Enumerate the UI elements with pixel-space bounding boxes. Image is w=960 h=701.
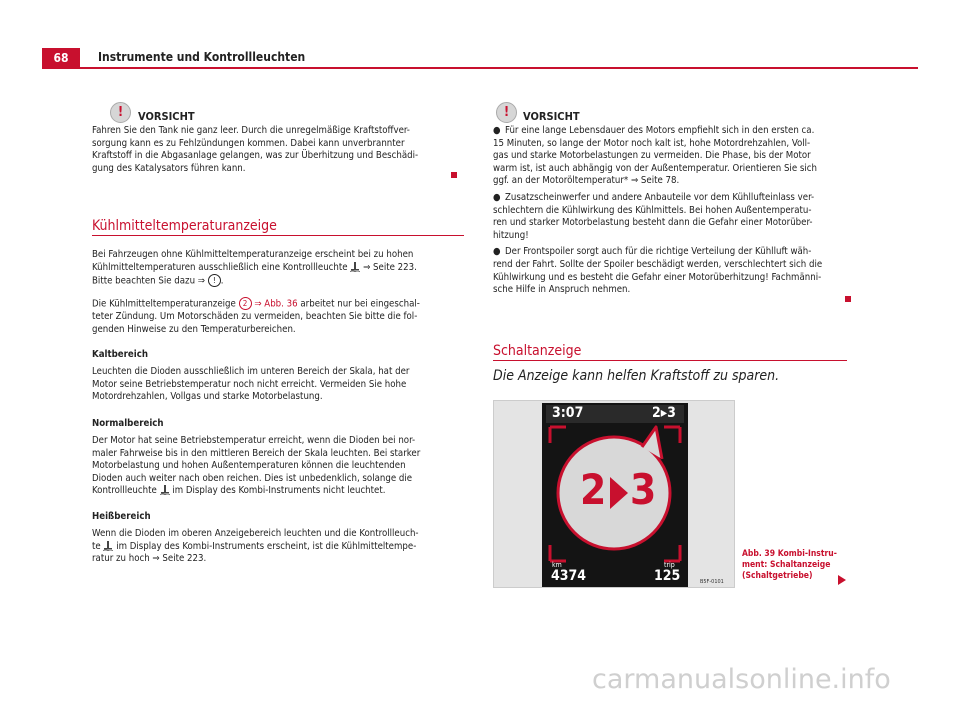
thermometer-icon — [103, 541, 113, 551]
figure-shift-indicator — [493, 400, 735, 588]
display-time: 3:07 — [552, 405, 584, 421]
section-rule — [92, 235, 464, 236]
page-header-title: Instrumente und Kontrollleuchten — [98, 50, 306, 64]
gear-from: 2 — [580, 465, 607, 514]
section-lead: Die Anzeige kann helfen Kraftstoff zu sparen. — [493, 368, 780, 384]
heading-hot: Heißbereich — [92, 511, 151, 522]
bullet: ● — [493, 125, 501, 136]
heading-normal: Normalbereich — [92, 418, 164, 429]
caution-title-right: VORSICHT — [523, 110, 580, 123]
caution-icon: ! — [496, 102, 517, 123]
caution-text-left: Fahren Sie den Tank nie ganz leer. Durch die unregelmäßige Kraftstoffver- sorgung kann es zu Fehlzündungen kommen. Dabei kann unverbrannter Kraftstoff in die Abgasanlage gelangen, was zur Überhitzung und Beschädi- gung des Katalysators führen kann. — [92, 125, 419, 174]
caution-ref-icon: ! — [208, 274, 221, 287]
section-title-coolant: Kühlmitteltemperaturanzeige — [92, 218, 277, 234]
watermark: carmanualsonline.info — [592, 664, 891, 695]
next-page-arrow-icon — [838, 575, 846, 585]
section-rule — [493, 360, 847, 361]
bullet: ● — [493, 246, 501, 258]
km-value: 4374 — [551, 568, 587, 584]
section-title-shift: Schaltanzeige — [493, 343, 582, 359]
thermometer-icon — [350, 262, 360, 272]
end-mark — [451, 172, 457, 178]
figure-link[interactable]: ⇒ Abb. 36 — [254, 298, 298, 310]
paragraph-cold: Leuchten die Dioden ausschließlich im unteren Bereich der Skala, hat der Motor seine Betriebstemperatur noch nicht erreicht. Vermeiden Sie hohe Motordrehzahlen, Vollgas und starke Motorbelastung. — [92, 366, 410, 403]
caution-title-left: VORSICHT — [138, 110, 195, 123]
caution-text-right: ● Für eine lange Lebensdauer des Motors empfiehlt sich in den ersten ca. 15 Minuten, so lange der Motor noch kalt ist, hohe Motordrehzahlen, Voll- gas und starke Motorbelastungen zu vermeiden. Die Phase, bis der Motor warm ist, ist auch abhängig von der Außentemperatur. Orientieren Sie sich ggf. an der Motoröltemperatur* ⇒ Seite 78. ● Zusatzscheinwerfer und andere Anbauteile vor dem Kühllufteinlass ver- schlechtern die Kühlwirkung des Kühlmittels. Bei hohen Außentemperatu- ren und starker Motorbelastung besteht dann die Gefahr einer Motorüber- hitzung! ● Der Frontspoiler sorgt auch für die richtige Verteilung der Kühlluft wäh- rend der Fahrt. Sollte der Spoiler beschädigt werden, verschlechtert sich die Kühlwirkung und es besteht die Gefahr einer Motorüberhitzung! Fachmänni- sche Hilfe in Anspruch nehmen. — [493, 125, 823, 296]
figure-code: B5F-0101 — [700, 579, 724, 585]
instrument-cluster-illustration — [494, 401, 734, 587]
trip-value: 125 — [654, 568, 681, 584]
km-label: km — [552, 561, 562, 569]
thermometer-icon — [160, 485, 170, 495]
display-gear-small: 2▸3 — [652, 405, 676, 421]
figure-caption: Abb. 39 Kombi-Instru- ment: Schaltanzeige (Schaltgetriebe) — [742, 549, 837, 581]
paragraph-hot: Wenn die Dioden im oberen Anzeigebereich leuchten und die Kontrollleuch- te im Display des Kombi-Instruments erscheint, ist die Kühlmitteltempe- ratur zu hoch ⇒ Seite 223. — [92, 528, 419, 565]
figure-ref-number: 2 — [239, 297, 252, 310]
paragraph-normal: Der Motor hat seine Betriebstemperatur erreicht, wenn die Dioden bei nor- maler Fahrweise bis in den mittleren Bereich der Skala leuchten. Bei starker Motorbelastung und hohen Außentemperaturen können die leuchtenden Dioden auch weiter nach oben reichen. Dies ist unbedenklich, solange die Kontrollleuchte im Display des Kombi-Instruments nicht leuchtet. — [92, 435, 421, 497]
caution-icon: ! — [110, 102, 131, 123]
trip-label: trip — [664, 561, 675, 569]
paragraph-intro: Bei Fahrzeugen ohne Kühlmitteltemperaturanzeige erscheint bei zu hohen Kühlmitteltemperaturen ausschließlich eine Kontrollleuchte ⇒ Seite 223. Bitte beachten Sie dazu ⇒ ! . — [92, 249, 417, 287]
heading-cold: Kaltbereich — [92, 349, 148, 360]
header-rule — [42, 67, 918, 69]
gear-to: 3 — [630, 465, 657, 514]
bullet: ● — [493, 191, 501, 203]
end-mark — [845, 296, 851, 302]
page-number: 68 — [42, 48, 80, 68]
paragraph-gauge: Die Kühlmitteltemperaturanzeige 2 ⇒ Abb. 36 arbeitet nur bei eingeschal- teter Zündung. Um Motorschäden zu vermeiden, beachten Sie bitte die fol- genden Hinweise zu den Temperaturbereichen. — [92, 298, 420, 335]
